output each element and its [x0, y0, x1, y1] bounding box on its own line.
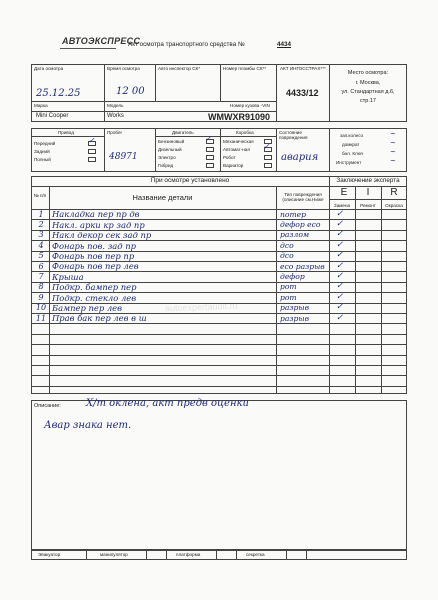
- expert-code-i: I: [366, 187, 370, 198]
- model-value: Works: [107, 113, 124, 119]
- gearbox-item-robot: Робот: [223, 155, 236, 160]
- table-row-replace-mark: ✓: [336, 218, 344, 229]
- gearbox-header: Коробка: [236, 130, 254, 135]
- engine-petrol-checkmark: ✓: [205, 134, 212, 143]
- equipment-tools-mark: ~: [390, 157, 396, 165]
- col-name-header: Название детали: [132, 193, 193, 202]
- table-row-part-name: Фонарь пов пер лев: [52, 261, 139, 272]
- table-row-replace-mark: ✓: [336, 302, 344, 313]
- table-row-part-name: Фонарь пов пер пр: [52, 250, 135, 261]
- table-row-damage-type: разлом: [280, 230, 310, 240]
- table-row-divider: [31, 271, 407, 272]
- col-num-header: № п/п: [33, 193, 47, 198]
- col-type-header: Тип повреждения (описание см.Ниже: [282, 192, 324, 202]
- model-label: Модель: [107, 103, 124, 108]
- table-row-damage-type: потер: [280, 209, 307, 219]
- table-row-number: 8: [38, 282, 44, 292]
- car-inspector-label: Авто инспектор СК*: [158, 66, 201, 71]
- table-row-damage-type: рот: [280, 292, 297, 302]
- vin-label: Номер кузова -VIN: [230, 103, 270, 108]
- place-building: стр.17: [360, 98, 376, 104]
- equipment-spare-mark: ~: [390, 130, 396, 138]
- table-row-part-name: Крыша: [52, 271, 84, 282]
- mileage-label: Пробег: [107, 130, 123, 135]
- table-row-part-name: Накл декор сек зад пр: [52, 230, 152, 241]
- gearbox-item-manual: Механическая: [223, 139, 254, 144]
- table-row-part-name: Подкр. стекло лев: [52, 292, 137, 303]
- engine-item-diesel: Дизельный: [158, 147, 182, 152]
- drive-item-rear: Задний: [34, 149, 50, 154]
- time-value: 12 00: [116, 86, 145, 97]
- expert-code-r: R: [390, 187, 398, 198]
- table-row-divider: [31, 323, 407, 324]
- footer-secret-lock: секретка: [246, 552, 265, 557]
- table-empty-row-divider: [31, 355, 407, 356]
- table-row-part-name: Прав бак пер лев в ш: [52, 313, 147, 324]
- table-row-replace-mark: ✓: [336, 312, 344, 323]
- act-number: 4434: [277, 41, 292, 48]
- table-row-number: 10: [35, 303, 47, 313]
- equipment-tools: Инструмент: [336, 160, 362, 165]
- col-repair-header: Ремонт: [360, 203, 376, 208]
- table-row-number: 1: [38, 209, 44, 219]
- table-row-damage-type: дефор: [280, 271, 305, 281]
- drive-rear-checkbox[interactable]: [88, 149, 96, 154]
- table-row-number: 11: [35, 313, 47, 323]
- expert-code-e: E: [340, 187, 348, 198]
- table-row-replace-mark: ✓: [336, 208, 344, 219]
- engine-diesel-checkbox[interactable]: [206, 147, 214, 152]
- table-empty-row-divider: [31, 375, 407, 376]
- table-row-number: 3: [38, 230, 44, 240]
- engine-header: Двигатель: [172, 130, 194, 135]
- drive-full-checkbox[interactable]: [88, 157, 96, 162]
- equipment-jack-mark: ~: [390, 139, 396, 147]
- table-row-number: 2: [38, 219, 44, 229]
- col-replace-header: Замена: [333, 203, 351, 208]
- table-row-replace-mark: ✓: [336, 239, 344, 250]
- engine-item-petrol: Бензиновый: [158, 139, 185, 144]
- table-row-damage-type: есо разрыв: [280, 261, 325, 271]
- notes-line-2: Авар знака нет.: [44, 420, 132, 431]
- table-row-damage-type: дефор есо: [280, 219, 321, 229]
- drive-item-full: Полный: [34, 157, 51, 162]
- act-title: Акт осмотра транспортного средства №: [128, 41, 245, 48]
- gearbox-item-cvt: Вариатор: [223, 163, 244, 168]
- place-label: Место осмотра:: [347, 70, 389, 76]
- mileage-value: 48971: [109, 152, 138, 162]
- table-row-damage-type: разрыв: [280, 313, 309, 323]
- act-ingosstrah-value: 4433/12: [286, 88, 319, 98]
- table-empty-row-divider: [31, 365, 407, 366]
- condition-label: Состояние повреждения: [279, 130, 308, 140]
- table-empty-row-divider: [31, 386, 407, 387]
- footer-evacuator: Эвакуатор: [38, 552, 61, 557]
- section-title: При осмотре установлено: [150, 177, 230, 184]
- table-row-damage-type: дсо: [280, 251, 294, 261]
- footer-platform: платформа: [176, 552, 201, 557]
- table-row-replace-mark: ✓: [336, 270, 344, 281]
- table-empty-row-divider: [31, 344, 407, 345]
- expert-title: Заключение эксперта: [336, 177, 400, 184]
- table-row-part-name: Подкр. бампер пер: [52, 282, 137, 293]
- col-paint-header: Окраска: [385, 203, 403, 208]
- act-ingosstrah-label: АКТ ИНГОССТРАХ***: [280, 66, 326, 71]
- gearbox-auto-checkmark: ✓: [263, 142, 270, 151]
- logo-underline: [60, 48, 116, 49]
- table-row-number: 7: [38, 271, 44, 281]
- table-row-number: 5: [38, 251, 44, 261]
- gearbox-cvt-checkbox[interactable]: [264, 163, 272, 168]
- equipment-spare-wheel: зап.колесо: [340, 133, 364, 138]
- watermark: autoexpertaudit.ru: [164, 300, 238, 314]
- place-city: г. Москва,: [355, 80, 381, 86]
- table-row-number: 9: [38, 292, 44, 302]
- engine-hybrid-checkbox[interactable]: [206, 163, 214, 168]
- seal-number-label: Номер пломбы СК**: [223, 66, 267, 71]
- gearbox-item-auto: Автомат-ная: [223, 147, 250, 152]
- table-row-part-name: Накл. арки кр зад пр: [52, 219, 145, 230]
- date-label: Дата осмотра: [34, 66, 64, 71]
- table-row-replace-mark: ✓: [336, 250, 344, 261]
- engine-item-hybrid: Гибрид: [158, 163, 174, 168]
- table-row-replace-mark: ✓: [336, 281, 344, 292]
- table-row-damage-type: разрыв: [280, 303, 309, 313]
- footer-manipulator: манипулятор: [100, 552, 128, 557]
- table-row-part-name: Бампер пер лев: [52, 302, 123, 313]
- table-row-replace-mark: ✓: [336, 291, 344, 302]
- condition-value: авария: [281, 152, 319, 163]
- notes-label: Описание:: [34, 403, 61, 409]
- table-empty-row-divider: [31, 334, 407, 335]
- table-row-number: 4: [38, 240, 44, 250]
- engine-item-electric: Электро: [158, 155, 176, 160]
- brand-label: Марка: [34, 103, 48, 108]
- table-row-part-name: Накладка пер пр дв: [52, 209, 140, 220]
- equipment-wrench: бал. Ключ: [342, 151, 364, 156]
- drive-header: Привод: [58, 130, 74, 135]
- table-row-replace-mark: ✓: [336, 229, 344, 240]
- equipment-jack: домкрат: [342, 142, 360, 147]
- place-street: ул. Стандартная д.6,: [341, 89, 395, 95]
- drive-item-front: Передний: [34, 141, 56, 146]
- table-row-replace-mark: ✓: [336, 260, 344, 271]
- date-value: 25.12.25: [36, 88, 81, 99]
- table-row-damage-type: рот: [280, 282, 297, 292]
- engine-electric-checkbox[interactable]: [206, 155, 214, 160]
- footer-grid: [31, 550, 407, 560]
- time-label: Время осмотра: [107, 66, 140, 71]
- brand-value: Mini Cooper: [36, 113, 69, 119]
- vin-value: WMWXR91090: [208, 112, 271, 122]
- table-row-number: 6: [38, 261, 44, 271]
- gearbox-robot-checkbox[interactable]: [264, 155, 272, 160]
- company-logo: АВТОЭКСПРЕСС: [62, 36, 141, 46]
- equipment-wrench-mark: ~: [390, 148, 396, 156]
- drive-front-checkmark: ✓: [88, 136, 95, 145]
- table-row-damage-type: дсо: [280, 240, 294, 250]
- table-row-part-name: Фонарь пов. зад пр: [52, 240, 137, 251]
- notes-line-1: Х/т оклена, акт предв оценки: [86, 398, 249, 409]
